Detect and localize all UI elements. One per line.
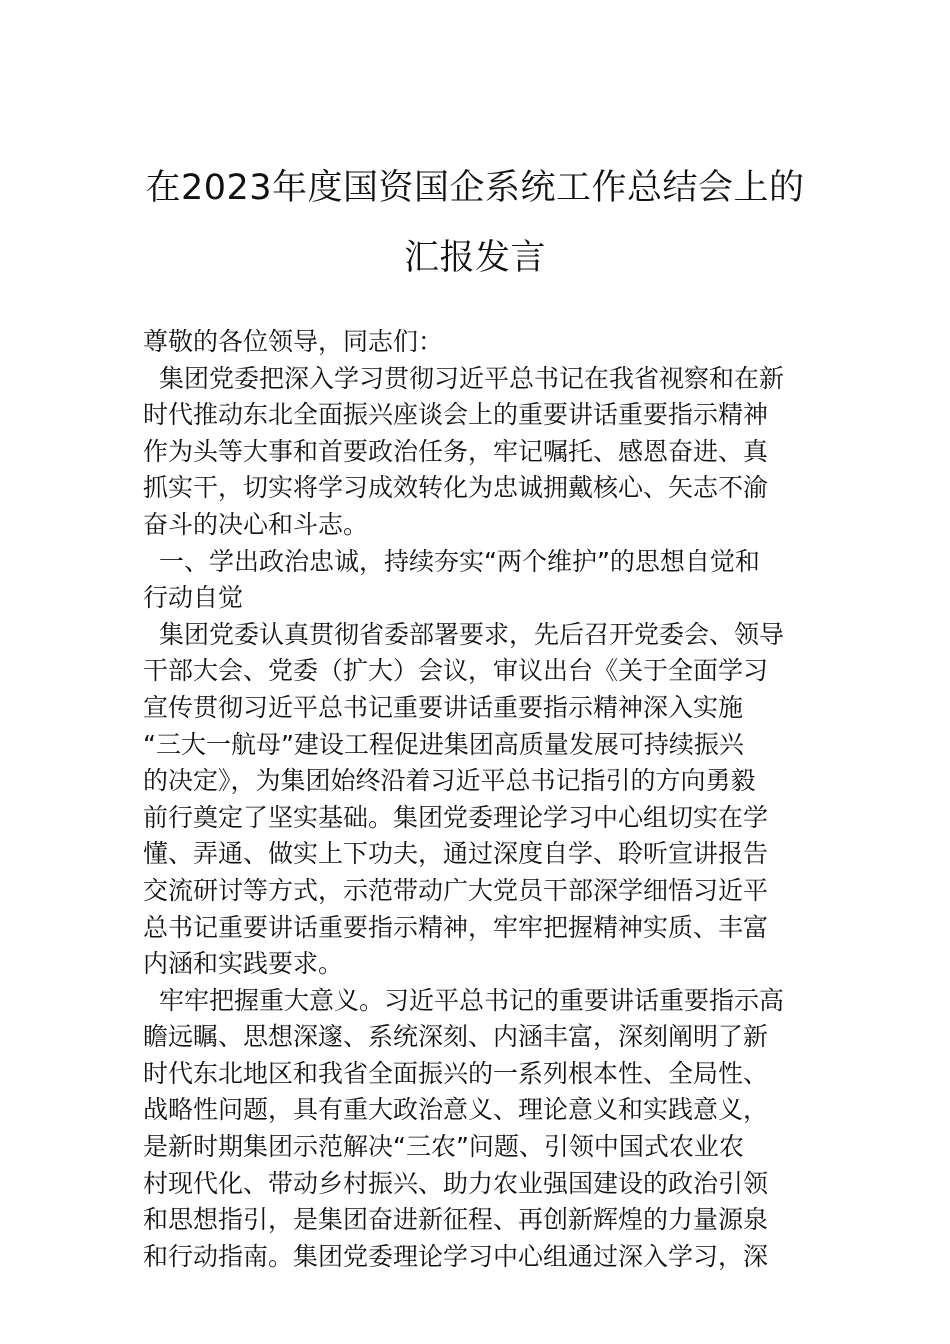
body-text-line: 懂、弄通、做实上下功夫，通过深度自学、聆听宣讲报告: [143, 839, 769, 869]
body-text-line: 内涵和实践要求。: [143, 949, 344, 979]
document-title-line-2: 汇报发言: [403, 238, 546, 278]
body-text-line: 时代东北地区和我省全面振兴的一系列根本性、全局性、: [143, 1058, 769, 1088]
body-text-line: 牢牢把握重大意义。习近平总书记的重要讲话重要指示高: [159, 985, 785, 1015]
body-text-line: 总书记重要讲话重要指示精神，牢牢把握精神实质、丰富: [143, 912, 769, 942]
body-text-line: 瞻远瞩、思想深邃、系统深刻、内涵丰富，深刻阐明了新: [143, 1022, 769, 1052]
body-text-line: 村现代化、带动乡村振兴、助力农业强国建设的政治引领: [143, 1168, 769, 1198]
body-text-line: “三大一航母”建设工程促进集团高质量发展可持续振兴: [143, 729, 744, 759]
body-text-line: 宣传贯彻习近平总书记重要讲话重要指示精神深入实施: [143, 692, 744, 722]
body-text-line: 干部大会、党委（扩大）会议，审议出台《关于全面学习: [143, 656, 769, 686]
document-title-line-1: 在2023年度国资国企系统工作总结会上的: [145, 168, 805, 208]
body-text-line: 战略性问题，具有重大政治意义、理论意义和实践意义，: [143, 1095, 769, 1125]
body-text-line: 一、学出政治忠诚，持续夯实“两个维护”的思想自觉和: [159, 546, 760, 576]
body-text-line: 交流研讨等方式，示范带动广大党员干部深学细悟习近平: [143, 875, 769, 905]
body-text-line: 的决定》，为集团始终沿着习近平总书记指引的方向勇毅: [143, 766, 756, 796]
body-text-line: 是新时期集团示范解决“三农”问题、引领中国式农业农: [143, 1132, 744, 1162]
body-text-line: 时代推动东北全面振兴座谈会上的重要讲话重要指示精神: [143, 400, 769, 430]
body-text-line: 和思想指引，是集团奋进新征程、再创新辉煌的力量源泉: [143, 1205, 769, 1235]
body-text-line: 行动自觉: [143, 583, 244, 613]
body-text-line: 奋斗的决心和斗志。: [143, 509, 369, 539]
body-text-line: 尊敬的各位领导，同志们：: [143, 327, 444, 356]
body-text-line: 抓实干，切实将学习成效转化为忠诚拥戴核心、矢志不渝: [143, 473, 769, 503]
body-text-line: 集团党委认真贯彻省委部署要求，先后召开党委会、领导: [159, 619, 785, 649]
body-text-line: 和行动指南。集团党委理论学习中心组通过深入学习，深: [143, 1241, 769, 1271]
body-text-line: 作为头等大事和首要政治任务，牢记嘱托、感恩奋进、真: [143, 436, 769, 466]
document-body: [143, 324, 813, 1275]
body-text-line: 集团党委把深入学习贯彻习近平总书记在我省视察和在新: [159, 363, 785, 393]
body-text-line: 前行奠定了坚实基础。集团党委理论学习中心组切实在学: [143, 802, 769, 832]
